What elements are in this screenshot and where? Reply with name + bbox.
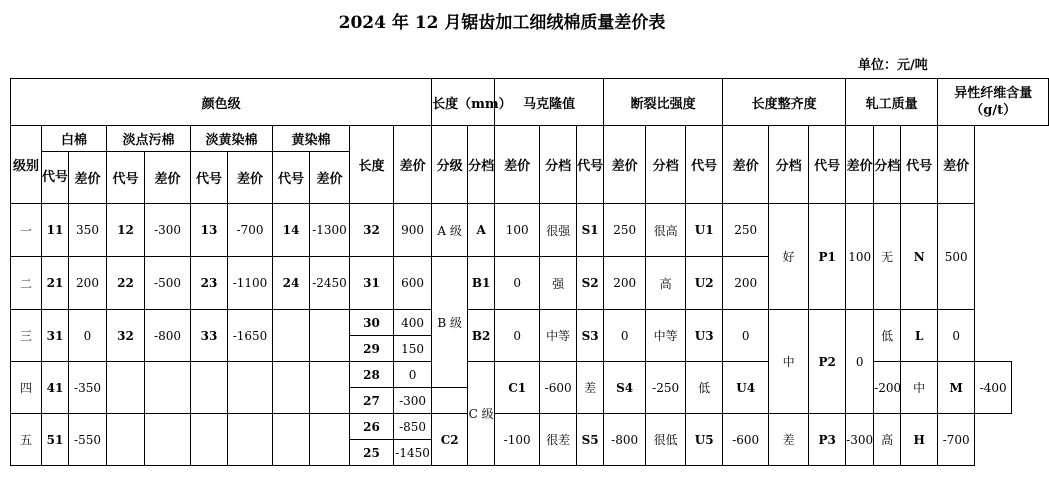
white-diff: 0 (69, 310, 107, 362)
ly-code: 13 (191, 204, 228, 257)
mic-subtier: C1 (495, 362, 540, 414)
str-diff: -250 (646, 362, 686, 414)
str-diff: 0 (604, 310, 646, 362)
uni-diff: -200 (874, 362, 901, 414)
header-micronaire: 马克隆值 (495, 79, 604, 126)
header-y-diff: 差价 (310, 152, 350, 204)
gin-code: P2 (809, 310, 846, 414)
header-ginning: 轧工质量 (846, 79, 938, 126)
length-value: 25 (350, 440, 394, 466)
str-diff: 200 (604, 257, 646, 310)
ls-code: 12 (107, 204, 145, 257)
mic-subtier: C2 (432, 414, 468, 466)
length-value: 31 (350, 257, 394, 310)
white-code: 21 (42, 257, 69, 310)
str-code: S4 (604, 362, 646, 414)
ly-diff: -1100 (228, 257, 273, 310)
ff-subtier: 无 (874, 204, 901, 310)
table-row (11, 310, 1049, 336)
gin-code: P3 (809, 414, 846, 466)
length-diff: -1450 (394, 440, 432, 466)
header-grade: 级别 (11, 126, 42, 204)
empty-cell (191, 414, 228, 466)
mic-diff: 0 (495, 257, 540, 310)
ly-diff: -700 (228, 204, 273, 257)
ff-diff: 0 (938, 310, 975, 362)
header-color-grade: 颜色级 (11, 79, 432, 126)
length-value: 30 (350, 310, 394, 336)
length-diff: 600 (394, 257, 432, 310)
header-y-code: 代号 (273, 152, 310, 204)
uni-code: U1 (686, 204, 723, 257)
ff-code: L (901, 310, 938, 362)
ls-code: 22 (107, 257, 145, 310)
gin-diff: 0 (846, 310, 874, 414)
price-difference-table (10, 78, 1049, 466)
empty-cell (273, 310, 310, 362)
uni-diff: 0 (723, 310, 769, 362)
header-mic-diff: 差价 (495, 126, 540, 204)
white-code: 41 (42, 362, 69, 414)
header-white-diff: 差价 (69, 152, 107, 204)
header-light-yellow: 淡黄染棉 (191, 126, 273, 152)
header-str-subtier: 分档 (540, 126, 577, 204)
header-mic-tier: 分级 (432, 126, 468, 204)
ff-code: N (901, 204, 938, 310)
length-diff: 150 (394, 336, 432, 362)
y-diff: -1300 (310, 204, 350, 257)
empty-cell (310, 414, 350, 466)
white-code: 31 (42, 310, 69, 362)
length-diff: -850 (394, 414, 432, 440)
ly-diff: -1650 (228, 310, 273, 362)
gin-subtier: 好 (769, 204, 809, 310)
str-subtier: 差 (577, 362, 604, 414)
header-light-spotted: 淡点污棉 (107, 126, 191, 152)
header-gin-code: 代号 (809, 126, 846, 204)
mic-diff: -100 (495, 414, 540, 466)
uni-subtier: 中等 (646, 310, 686, 362)
ff-diff: 500 (938, 204, 975, 310)
y-code: 24 (273, 257, 310, 310)
header-uni-diff: 差价 (723, 126, 769, 204)
empty-cell (145, 362, 191, 414)
mic-subtier: B1 (468, 257, 495, 310)
empty-cell (273, 362, 310, 414)
empty-cell (191, 362, 228, 414)
gin-code: P1 (809, 204, 846, 310)
ls-code: 32 (107, 310, 145, 362)
header-white-code: 代号 (42, 152, 69, 204)
ls-diff: -300 (145, 204, 191, 257)
header-ff-subtier: 分档 (874, 126, 901, 204)
empty-cell (107, 414, 145, 466)
white-diff: -550 (69, 414, 107, 466)
mic-tier: A 级 (432, 204, 468, 257)
table-row (11, 414, 1049, 440)
mic-subtier: A (468, 204, 495, 257)
white-code: 51 (42, 414, 69, 466)
header-white: 白棉 (42, 126, 107, 152)
grade-cell: 三 (11, 310, 42, 362)
header-length-col: 长度 (350, 126, 394, 204)
gin-diff: 100 (846, 204, 874, 310)
header-str-diff: 差价 (604, 126, 646, 204)
str-diff: 250 (604, 204, 646, 257)
uni-code: U5 (686, 414, 723, 466)
length-diff: 900 (394, 204, 432, 257)
mic-tier: C 级 (468, 362, 495, 466)
uni-code: U3 (686, 310, 723, 362)
str-code: S3 (577, 310, 604, 362)
str-code: S1 (577, 204, 604, 257)
header-gin-diff: 差价 (846, 126, 874, 204)
header-uni-subtier: 分档 (646, 126, 686, 204)
uni-subtier: 很低 (646, 414, 686, 466)
uni-subtier: 低 (686, 362, 723, 414)
ly-code: 23 (191, 257, 228, 310)
length-value: 29 (350, 336, 394, 362)
uni-subtier: 很高 (646, 204, 686, 257)
empty-cell (228, 362, 273, 414)
ff-subtier: 低 (874, 310, 901, 362)
header-foreign-fiber: 异性纤维含量（g/t） (938, 79, 1049, 126)
str-code: S2 (577, 257, 604, 310)
str-subtier: 很强 (540, 204, 577, 257)
ls-diff: -500 (145, 257, 191, 310)
header-ls-diff: 差价 (145, 152, 191, 204)
table-row (11, 362, 1049, 388)
table-row (11, 204, 1049, 257)
str-subtier: 很差 (540, 414, 577, 466)
header-yellow: 黄染棉 (273, 126, 350, 152)
empty-cell (310, 362, 350, 414)
str-diff: -800 (604, 414, 646, 466)
header-row-1 (11, 79, 1049, 126)
header-ff-code: 代号 (901, 126, 938, 204)
empty-cell (145, 414, 191, 466)
ly-code: 33 (191, 310, 228, 362)
y-code: 14 (273, 204, 310, 257)
length-value: 28 (350, 362, 394, 388)
header-ls-code: 代号 (107, 152, 145, 204)
ff-code: H (901, 414, 938, 466)
str-subtier: 强 (540, 257, 577, 310)
ff-diff: -700 (938, 414, 975, 466)
gin-subtier: 差 (769, 414, 809, 466)
uni-subtier: 高 (646, 257, 686, 310)
length-value: 26 (350, 414, 394, 440)
empty-cell (107, 362, 145, 414)
grade-cell: 五 (11, 414, 42, 466)
ff-subtier: 中 (901, 362, 938, 414)
grade-cell: 二 (11, 257, 42, 310)
ls-diff: -800 (145, 310, 191, 362)
length-diff: 400 (394, 310, 432, 336)
header-uniformity: 长度整齐度 (723, 79, 846, 126)
header-length-diff: 差价 (394, 126, 432, 204)
white-code: 11 (42, 204, 69, 257)
length-diff: -300 (394, 388, 432, 414)
grade-cell: 四 (11, 362, 42, 414)
mic-diff: 100 (495, 204, 540, 257)
uni-diff: 250 (723, 204, 769, 257)
length-diff: 0 (394, 362, 432, 388)
white-diff: 200 (69, 257, 107, 310)
uni-code: U2 (686, 257, 723, 310)
uni-diff: -600 (723, 414, 769, 466)
uni-diff: 200 (723, 257, 769, 310)
page-title: 2024 年 12 月锯齿加工细绒棉质量差价表 (338, 13, 666, 33)
length-value: 27 (350, 388, 394, 414)
length-value: 32 (350, 204, 394, 257)
header-str-code: 代号 (577, 126, 604, 204)
ff-diff: -400 (975, 362, 1012, 414)
empty-cell (228, 414, 273, 466)
white-diff: 350 (69, 204, 107, 257)
str-subtier: 中等 (540, 310, 577, 362)
header-strength: 断裂比强度 (604, 79, 723, 126)
str-code: S5 (577, 414, 604, 466)
empty-cell (310, 310, 350, 362)
header-length: 长度（mm） (432, 79, 495, 126)
header-ly-code: 代号 (191, 152, 228, 204)
mic-subtier: B2 (468, 310, 495, 362)
header-uni-code: 代号 (686, 126, 723, 204)
header-gin-subtier: 分档 (769, 126, 809, 204)
uni-code: U4 (723, 362, 769, 414)
ff-code: M (938, 362, 975, 414)
y-diff: -2450 (310, 257, 350, 310)
header-ly-diff: 差价 (228, 152, 273, 204)
gin-subtier: 中 (769, 310, 809, 414)
ff-subtier: 高 (874, 414, 901, 466)
header-mic-subtier: 分档 (468, 126, 495, 204)
empty-cell (273, 414, 310, 466)
mic-diff: -600 (540, 362, 577, 414)
gin-diff: -300 (846, 414, 874, 466)
unit-label: 单位：元/吨 (858, 58, 928, 73)
grade-cell: 一 (11, 204, 42, 257)
mic-tier: B 级 (432, 257, 468, 388)
header-ff-diff: 差价 (938, 126, 975, 204)
header-row-2 (11, 126, 1049, 152)
white-diff: -350 (69, 362, 107, 414)
mic-diff: 0 (495, 310, 540, 362)
